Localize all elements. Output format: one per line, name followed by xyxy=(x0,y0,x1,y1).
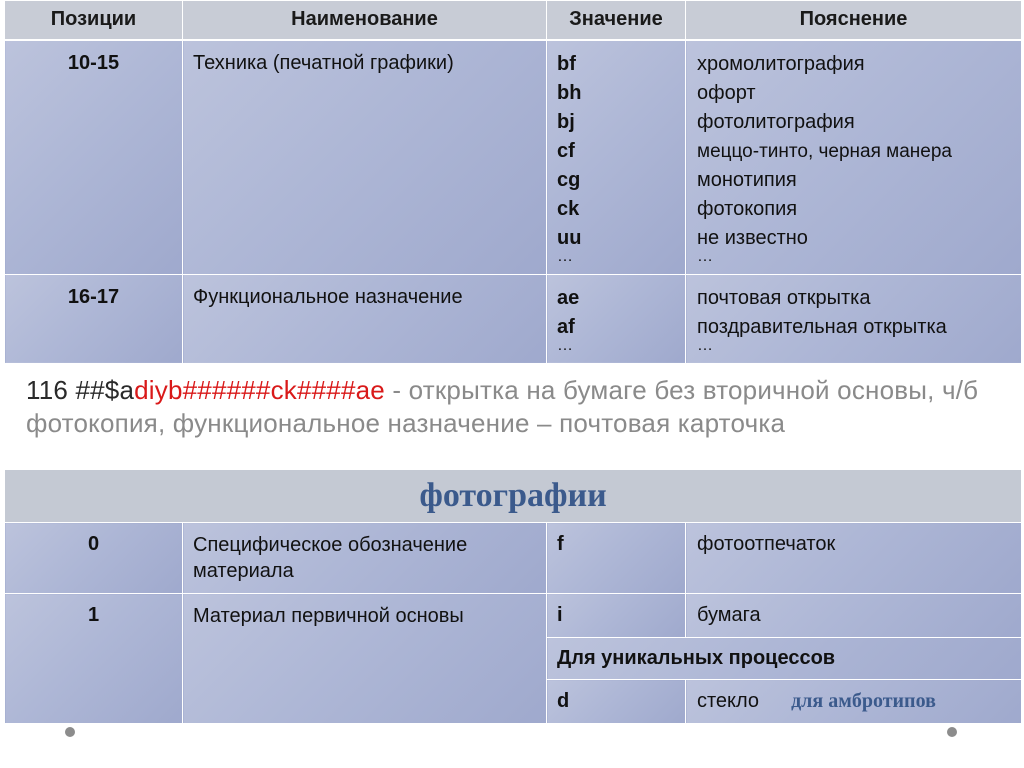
note-prefix: 116 ##$a xyxy=(26,375,135,405)
header-explanation: Пояснение xyxy=(686,1,1022,40)
table-title-row xyxy=(5,470,1022,523)
note-code: diyb######ck####ae xyxy=(134,375,385,405)
code-value: uu xyxy=(557,226,582,249)
code-value: cg xyxy=(557,168,581,191)
table-row xyxy=(5,523,1022,594)
table-row xyxy=(5,40,1022,275)
code-value: cf xyxy=(557,139,575,162)
explanation-cell xyxy=(686,680,1022,724)
bullet-dot-right xyxy=(947,727,957,737)
code-cell: i xyxy=(547,594,686,638)
explanation-value: фотолитография xyxy=(697,110,855,133)
code-value: bf xyxy=(557,52,576,75)
ellipsis: … xyxy=(557,336,573,354)
unique-processes-subheader: Для уникальных процессов xyxy=(547,638,1022,680)
codes-cell xyxy=(547,274,686,363)
code-value: ck xyxy=(557,197,580,220)
explanation-value: стекло xyxy=(697,690,760,712)
explanation-cell xyxy=(686,274,1022,363)
position-cell: 10-15 xyxy=(5,40,183,275)
explanation-value: монотипия xyxy=(697,168,797,191)
position-cell: 0 xyxy=(5,523,183,594)
explanation-value: офорт xyxy=(697,81,756,104)
table-row xyxy=(5,274,1022,363)
explanation-cell: фотоотпечаток xyxy=(686,523,1022,594)
position-cell: 1 xyxy=(5,594,183,724)
example-note xyxy=(26,374,1006,440)
name-cell: Материал первичной основы xyxy=(183,594,547,724)
explanation-value: фотокопия xyxy=(697,197,798,220)
note-text: - открытка на бумаге без вторичной основы, ч/б фотокопия, функциональное назначение – почтовая карточка xyxy=(26,375,979,438)
code-value: ae xyxy=(557,286,580,309)
name-cell: Функциональное назначение xyxy=(183,274,547,363)
photographs-table xyxy=(4,469,1022,724)
explanation-cell xyxy=(686,40,1022,275)
code-cell: f xyxy=(547,523,686,594)
header-positions: Позиции xyxy=(5,1,183,40)
position-cell: 16-17 xyxy=(5,274,183,363)
code-value: af xyxy=(557,315,575,338)
name-cell: Техника (печатной графики) xyxy=(183,40,547,275)
header-name: Наименование xyxy=(183,1,547,40)
ambrotype-annotation: для амбротипов xyxy=(791,690,936,712)
explanation-value: хромолитография xyxy=(697,52,865,75)
table-title: фотографии xyxy=(5,470,1022,523)
explanation-value: почтовая открытка xyxy=(697,286,871,309)
explanation-value: меццо-тинто, черная манера xyxy=(697,140,952,162)
bullet-dot-left xyxy=(65,727,75,737)
explanation-cell: бумага xyxy=(686,594,1022,638)
explanation-value: не известно xyxy=(697,226,808,249)
code-value: bh xyxy=(557,81,582,104)
code-value: bj xyxy=(557,110,575,133)
codes-cell xyxy=(547,40,686,275)
ellipsis: … xyxy=(697,247,713,265)
ellipsis: … xyxy=(557,247,573,265)
technique-table xyxy=(4,0,1022,364)
header-value: Значение xyxy=(547,1,686,40)
name-cell: Специфическое обозначение материала xyxy=(183,523,547,594)
code-cell: d xyxy=(547,680,686,724)
explanation-value: поздравительная открытка xyxy=(697,315,947,338)
ellipsis: … xyxy=(697,336,713,354)
table-header-row xyxy=(5,1,1022,40)
table-row xyxy=(5,594,1022,638)
